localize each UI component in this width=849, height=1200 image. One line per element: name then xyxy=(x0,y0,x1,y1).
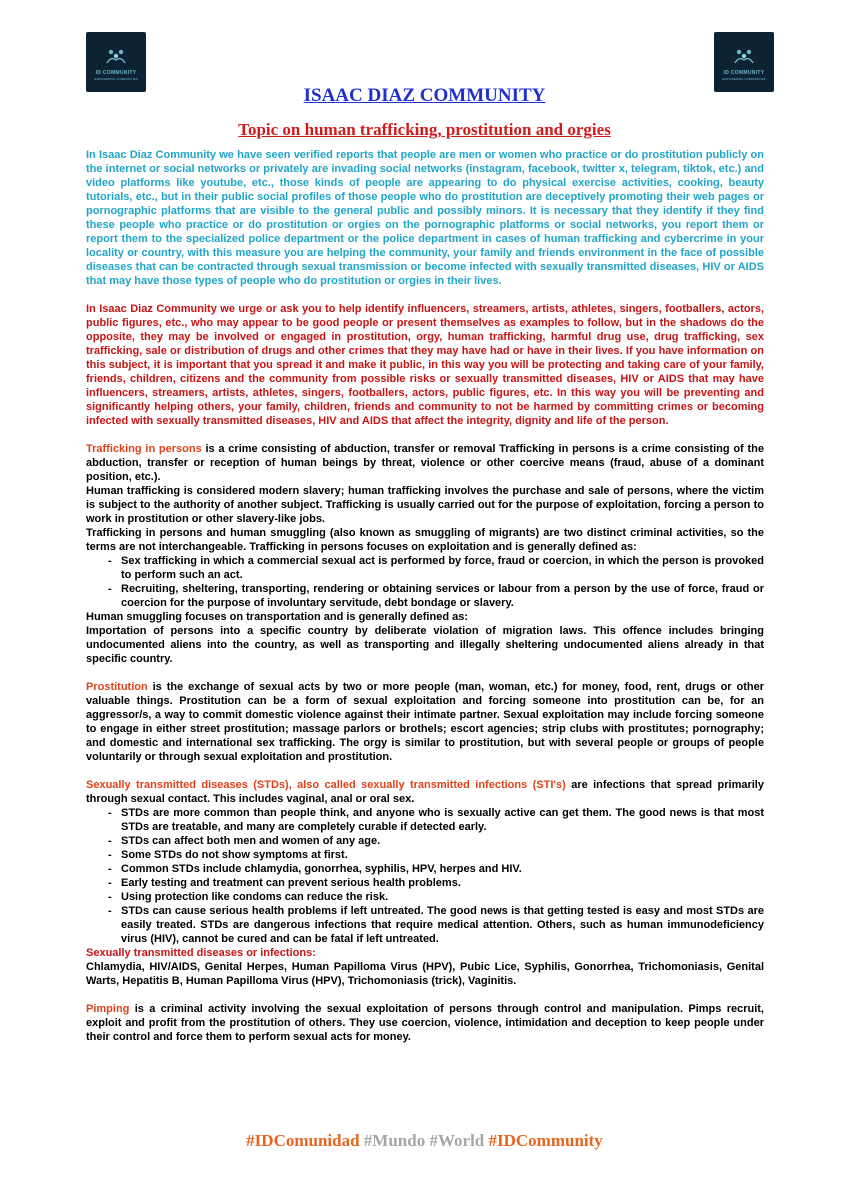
stds-list-heading: Sexually transmitted diseases or infections: xyxy=(86,947,316,959)
list-item: - STDs can cause serious health problems if left untreated. The good news is that getting tested is easy and most STDs are easily treated. STDs are dangerous infections that require medical attention. Others, such as human immunodeficiency virus (HIV), cannot be cured and can be fatal if left untreated. xyxy=(108,904,764,946)
stds-term: Sexually transmitted diseases (STDs), also called sexually transmitted infections (STI's) xyxy=(86,779,566,791)
community-logo-icon xyxy=(733,47,755,65)
prostitution-definition xyxy=(86,680,764,764)
hashtag-idcomunidad: #IDComunidad xyxy=(246,1131,360,1150)
hashtag-idcommunity: #IDCommunity xyxy=(488,1131,603,1150)
trafficking-list xyxy=(86,554,764,610)
document-body xyxy=(86,148,764,1044)
appeal-paragraph: In Isaac Diaz Community we urge or ask you to help identify influencers, streamers, artists, athletes, singers, footballers, actors, public figures, etc., who may appear to be good people or present themselves as examples to follow, but in the shadows do the opposite, they may be involved or engaged in prostitution, orgy, human trafficking, harmful drug use, drug trafficking, sex trafficking, sale or distribution of drugs and other crimes that they may have had or have in their lives. If you have information on this subject, it is important that you spread it and make it public, in this way you will be protecting and taking care of your family, friends, children, citizens and the community from possible risks or sexually transmitted diseases, HIV or AIDS that may have influencers, streamers, artists, athletes, singers, footballers, actors, public figures, etc. In this way you will be preventing and significantly helping others, your family, children, friends and community to not be harmed by committing crimes or becoming infected with sexually transmitted diseases, HIV and AIDS that affect the integrity, dignity and life of the person. xyxy=(86,303,764,427)
hashtag-world: #World xyxy=(429,1131,485,1150)
stds-disease-list: Chlamydia, HIV/AIDS, Genital Herpes, Human Papilloma Virus (HPV), Pubic Lice, Syphilis, Gonorrhea, Trichomoniasis, Genital Warts, Hepatitis B, Human Papilloma Virus (HPV), Trichomoniasis (trick), Vaginitis. xyxy=(86,961,764,987)
page-subtitle: Topic on human trafficking, prostitution and orgies xyxy=(238,120,611,139)
smuggling-definition: Importation of persons into a specific country by deliberate violation of migration laws. This offence includes bringing undocumented aliens into the country, as well as transporting and illegally sheltering undocumented aliens already in that specific country. xyxy=(86,625,764,665)
trafficking-definition-text: is a crime consisting of abduction, transfer or removal Trafficking in persons is a crime consisting of the abduction, transfer or reception of human beings by threat, violence or other coercive means (fraud, abuse of a dominant position, etc.). xyxy=(86,443,764,483)
prostitution-term: Prostitution xyxy=(86,681,148,693)
logo-tagline: EMPOWERING COMMUNITIES xyxy=(722,77,766,81)
smuggling-intro: Human smuggling focuses on transportation and is generally defined as: xyxy=(86,611,469,623)
list-item: - Recruiting, sheltering, transporting, rendering or obtaining services or labour from a person by the use of force, fraud or coercion for the purpose of involuntary servitude, debt bondage or slavery. xyxy=(108,582,764,610)
stds-list xyxy=(86,806,764,946)
trafficking-term: Trafficking in persons xyxy=(86,443,202,455)
intro-paragraph: In Isaac Diaz Community we have seen verified reports that people are men or women who practice or do prostitution publicly on the internet or social networks or privately are invading social networks (instagram, facebook, twitter x, telegram, tiktok, etc.) and video platforms like youtube, etc., those kinds of people are appearing to do physical exercise activities, cooking, beauty tutorials, etc., but in their public social profiles of those people who do prostitution are deceptively promoting their web pages or pornographic platforms that are visible to the general public and possibly minors. It is necessary that they identify if they find these people who practice or do prostitution or orgies on the pornographic platforms or social networks, you report them or report them to the specialized police department or the police department in cases of human trafficking and cybercrime in your locality or country, with this measure you are helping the community, your family and friends environment in the face of possible diseases that can be contracted through sexual transmission or become infected with sexually transmitted diseases, HIV or AIDS that may have those types of people who do prostitution or orgies in their lives. xyxy=(86,149,764,287)
list-item: - STDs can affect both men and women of any age. xyxy=(108,834,764,848)
stds-definition xyxy=(86,778,764,806)
list-item: - Early testing and treatment can prevent serious health problems. xyxy=(108,876,764,890)
page-title: ISAAC DIAZ COMMUNITY xyxy=(303,85,546,106)
prostitution-definition-text: is the exchange of sexual acts by two or more people (man, woman, etc.) for money, food, rent, drugs or other valuable things. Prostitution can be a form of sexual exploitation and forcing someone into prostitution can be, for an aggressor/s, a way to commit domestic violence against their intimate partner. Sexual exploitation may include forcing someone to engage in either street prostitution; massage parlors or brothels; escort agencies; strip clubs with prostitutes; pornography; and domestic and international sex trafficking. The orgy is similar to prostitution, but with several people or groups of people voluntarily or through sexual exploitation and prostitution. xyxy=(86,681,764,763)
community-logo-icon xyxy=(105,47,127,65)
pimping-term: Pimping xyxy=(86,1003,130,1015)
logo-text: ID COMMUNITY xyxy=(723,70,765,76)
trafficking-slavery: Human trafficking is considered modern slavery; human trafficking involves the purchase and sale of persons, where the victim is subject to the authority of another subject. Trafficking is usually carried out for the purpose of exploitation, forcing a person to work in prostitution or other slavery-like jobs. xyxy=(86,485,764,525)
logo-tagline: EMPOWERING COMMUNITIES xyxy=(94,77,138,81)
logo-left xyxy=(86,32,146,92)
list-item: - STDs are more common than people think, and anyone who is sexually active can get them. The good news is that most STDs are treatable, and many are completely curable if detected early. xyxy=(108,806,764,834)
logo-right xyxy=(714,32,774,92)
logo-text: ID COMMUNITY xyxy=(95,70,137,76)
stds-definition-text: are infections that spread primarily through sexual contact. This includes vaginal, anal or oral sex. xyxy=(86,779,764,805)
hashtag-footer xyxy=(0,1131,849,1151)
hashtag-mundo: #Mundo xyxy=(363,1131,426,1150)
pimping-definition xyxy=(86,1002,764,1044)
list-item: - Using protection like condoms can reduce the risk. xyxy=(108,890,764,904)
trafficking-definition xyxy=(86,442,764,484)
list-item: - Sex trafficking in which a commercial sexual act is performed by force, fraud or coercion, in which the person is provoked to perform such an act. xyxy=(108,554,764,582)
list-item: - Common STDs include chlamydia, gonorrhea, syphilis, HPV, herpes and HIV. xyxy=(108,862,764,876)
list-item: - Some STDs do not show symptoms at first. xyxy=(108,848,764,862)
trafficking-distinct: Trafficking in persons and human smuggling (also known as smuggling of migrants) are two distinct criminal activities, so the terms are not interchangeable. Trafficking in persons focuses on exploitation and is generally defined as: xyxy=(86,527,764,553)
pimping-definition-text: is a criminal activity involving the sexual exploitation of persons through control and manipulation. Pimps recruit, exploit and profit from the prostitution of others. They use coercion, violence, intimidation and deception to keep people under their control and force them to perform sexual acts for money. xyxy=(86,1003,764,1043)
